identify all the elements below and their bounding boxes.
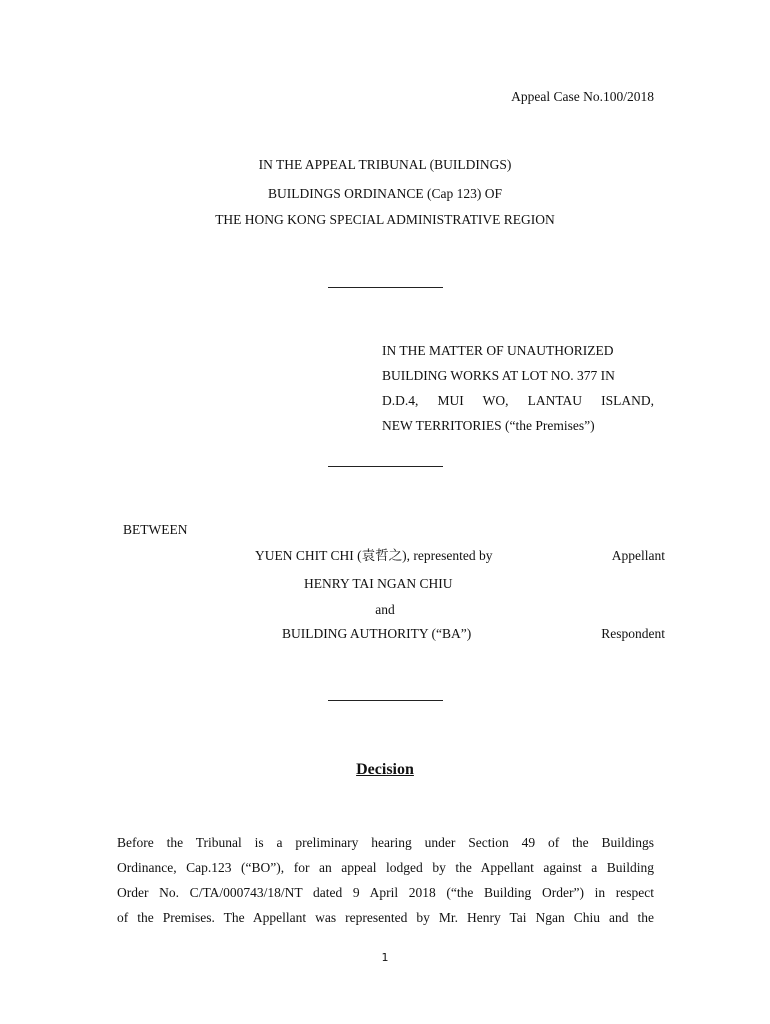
court-heading-line-3: THE HONG KONG SPECIAL ADMINISTRATIVE REGION [215, 212, 555, 227]
page-number: 1 [381, 951, 389, 964]
separator-rule [328, 287, 443, 288]
decision-paragraph [117, 835, 654, 935]
matter-line: NEW TERRITORIES (“the Premises”) [382, 418, 595, 433]
and-label: and [375, 602, 395, 617]
decision-title: Decision [356, 761, 414, 778]
court-heading-line-2: BUILDINGS ORDINANCE (Cap 123) OF [268, 186, 502, 201]
between-label: BETWEEN [123, 522, 188, 537]
paragraph-line: Ordinance, Cap.123 (“BO”), for an appeal lodged by the Appellant against a Building [117, 860, 654, 875]
respondent-name: BUILDING AUTHORITY (“BA”) [282, 626, 472, 641]
paragraph-line: of the Premises. The Appellant was represented by Mr. Henry Tai Ngan Chiu and the [117, 910, 654, 925]
paragraph-line: Before the Tribunal is a preliminary hearing under Section 49 of the Buildings [117, 835, 654, 850]
matter-line: IN THE MATTER OF UNAUTHORIZED [382, 343, 614, 358]
matter-block [382, 343, 654, 443]
separator-rule [328, 700, 443, 701]
matter-line: D.D.4, MUI WO, LANTAU ISLAND, [382, 393, 654, 408]
appellant-role: Appellant [611, 548, 665, 563]
respondent-role: Respondent [601, 626, 665, 641]
separator-rule [328, 466, 443, 467]
court-heading-line-1: IN THE APPEAL TRIBUNAL (BUILDINGS) [258, 157, 512, 172]
appellant-representative: HENRY TAI NGAN CHIU [304, 576, 453, 591]
case-number: Appeal Case No.100/2018 [511, 89, 654, 104]
paragraph-line: Order No. C/TA/000743/18/NT dated 9 April 2018 (“the Building Order”) in respect [117, 885, 654, 900]
appellant-name: YUEN CHIT CHI (袁哲之), represented by [255, 548, 493, 563]
matter-line: BUILDING WORKS AT LOT NO. 377 IN [382, 368, 615, 383]
